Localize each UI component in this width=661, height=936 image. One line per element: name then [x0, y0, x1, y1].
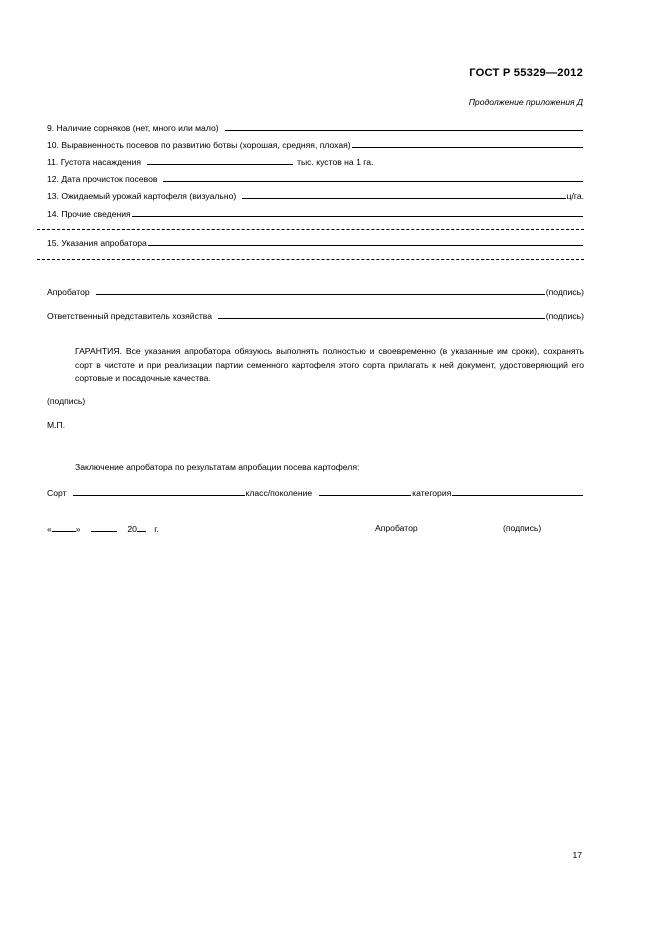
- year-prefix: 20: [127, 524, 137, 534]
- fill-line[interactable]: [148, 237, 583, 246]
- standard-code: ГОСТ Р 55329—2012: [469, 67, 583, 79]
- field-label: 13. Ожидаемый урожай картофеля (визуально): [47, 191, 237, 201]
- appendix-continuation: Продолжение приложения Д: [468, 97, 583, 107]
- class-field[interactable]: [319, 487, 411, 496]
- conclusion-title: Заключение апробатора по результатам апробации посева картофеля:: [75, 462, 360, 472]
- fill-line[interactable]: [242, 190, 565, 199]
- continuation-line[interactable]: [37, 259, 584, 260]
- sort-field[interactable]: [73, 487, 245, 496]
- field-approbator-instructions: [47, 236, 584, 248]
- field-label: 14. Прочие сведения: [47, 209, 131, 219]
- approbator-signature-row: [47, 285, 584, 297]
- field-suffix: ц/га.: [566, 191, 584, 201]
- field-label: 11. Густота насаждения: [47, 157, 142, 167]
- field-label: 10. Выравненность посевов по развитию ботвы (хорошая, средняя, плохая): [47, 140, 351, 150]
- signature-line[interactable]: [96, 286, 545, 295]
- page-number: 17: [572, 850, 582, 860]
- signature-caption: (подпись): [545, 287, 584, 297]
- owner-label: Ответственный представитель хозяйства: [47, 311, 213, 321]
- conclusion-row: [47, 486, 584, 498]
- fill-line[interactable]: [225, 122, 583, 131]
- field-label: 9. Наличие сорняков (нет, много или мало): [47, 123, 219, 133]
- field-cleaning-date: [47, 172, 584, 184]
- field-density: [47, 155, 584, 167]
- field-other-info: [47, 207, 584, 219]
- approbator-label: Апробатор: [47, 287, 90, 297]
- sort-label: Сорт: [47, 488, 67, 498]
- date-field: [47, 523, 159, 535]
- signature-line[interactable]: [218, 310, 545, 319]
- category-field[interactable]: [452, 487, 583, 496]
- month-field[interactable]: [91, 523, 117, 532]
- field-suffix: тыс. кустов на 1 га.: [297, 157, 374, 167]
- fill-line[interactable]: [352, 139, 583, 148]
- fill-line[interactable]: [163, 173, 583, 182]
- stamp-place: М.П.: [47, 420, 66, 430]
- continuation-line[interactable]: [37, 229, 584, 230]
- date-close-quote: »: [75, 524, 81, 534]
- signature-caption: (подпись): [545, 311, 584, 321]
- guarantee-paragraph: [47, 345, 584, 386]
- fill-line[interactable]: [147, 156, 293, 165]
- field-expected-yield: [47, 189, 584, 201]
- guarantee-signature: (подпись): [47, 396, 86, 406]
- category-label: категория: [412, 488, 452, 498]
- field-label: 15. Указания апробатора: [47, 238, 147, 248]
- fill-line[interactable]: [132, 208, 583, 217]
- final-approbator-label: Апробатор: [375, 523, 418, 533]
- class-label: класс/поколение: [245, 488, 313, 498]
- guarantee-text: ГАРАНТИЯ. Все указания апробатора обязуюсь выполнять полностью и своевременно (в указанные им сроки), сохранять сорт в чистоте и при реализации партии семенного картофеля этого сорта прилагать к ней документ, удостоверяющий его сортовые и посадочные качества.: [75, 346, 584, 383]
- year-field[interactable]: [137, 523, 146, 532]
- year-suffix: г.: [154, 524, 159, 534]
- field-label: 12. Дата прочисток посевов: [47, 174, 158, 184]
- date-open-quote: «: [47, 524, 52, 534]
- field-uniformity: [47, 138, 584, 150]
- field-weeds: [47, 121, 584, 133]
- final-signature-caption: (подпись): [503, 523, 542, 533]
- owner-signature-row: [47, 309, 584, 321]
- day-field[interactable]: [52, 523, 76, 532]
